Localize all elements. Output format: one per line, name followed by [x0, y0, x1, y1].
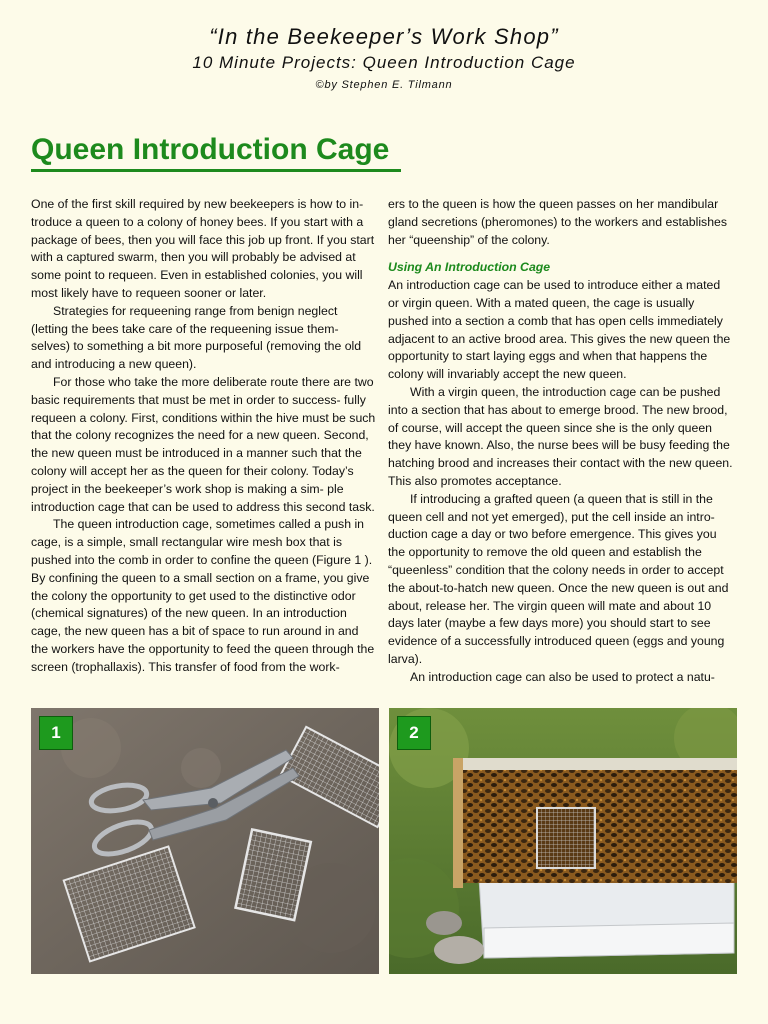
- article-title-wrap: [31, 131, 401, 172]
- left-column: [31, 196, 377, 677]
- paragraph: If introducing a grafted queen (a queen that is still in the queen cell and not yet emerged), put the cell inside an intro- duction cage a day or two before emergence. This gives you the opportunity to remove the old queen and establish the “queenless” condition that the colony needs in order to accept the about-to-hatch new queen. Once the new queen is out and about, release her. The virgin queen will mate and about 10 days later (maybe a few days more) you should start to see evidence of a successfully introduced queen (eggs and young larva).: [388, 491, 729, 666]
- project-subtitle: 10 Minute Projects: Queen Introduction Cage: [192, 53, 576, 72]
- paragraph: The queen introduction cage, sometimes called a push in cage, is a simple, small rectangular wire mesh box that is pushed into the comb in order to confine the queen (Figure 1 ). By confining the queen to a small section on a frame, you give the colony the opportunity to get used to the distinctive odor (chemical signatures) of the new queen. In an introduction cage, the new queen has a bit of space to run around in and the workers have the opportunity to feed the queen through the screen (trophallaxis). This transfer of food from the work-: [31, 517, 375, 674]
- figure-2-photo: [389, 708, 737, 974]
- paragraph: An introduction cage can also be used to protect a natu-: [410, 669, 715, 684]
- paragraph: With a virgin queen, the introduction cage can be pushed into a section that has about to emerge brood. The new brood, of course, will accept the queen since she is the only queen they have known. Also, the nurse bees will be busy feeding the hatching brood and increases their contact with the new queen. This also promotes acceptance.: [388, 384, 733, 488]
- beehive-frame-with-cage-icon: [389, 708, 737, 974]
- figure-1-photo: [31, 708, 379, 974]
- paragraph: Strategies for requeening range from benign neglect (letting the bees take care of the requeening issue them- selves) to something a bit more purposeful (removing the old and introducing a new queen).: [31, 303, 362, 372]
- section-subheading: Using An Introduction Cage: [388, 260, 551, 275]
- series-title: “In the Beekeeper’s Work Shop”: [209, 24, 559, 49]
- paragraph: One of the first skill required by new beekeepers is how to in- troduce a queen to a colony of honey bees. If you start with a package of bees, then you will face this job up front. If you start with a captured swarm, then you will probably be advised at some point to requeen. Even in established colonies, you will most likely have to requeen sooner or later.: [31, 197, 375, 300]
- figure-number-badge: 1: [39, 716, 73, 750]
- article-title: Queen Introduction Cage: [31, 131, 401, 172]
- paragraph: ers to the queen is how the queen passes on her mandibular gland secretions (pheromones) to the workers and establishes her “queenship” of the colony.: [388, 197, 728, 247]
- paragraph: An introduction cage can be used to introduce either a mated or virgin queen. With a mated queen, the cage is usually pushed into a section a comb that has open cells immediately adjacent to an active brood area. This gives the new queen the opportunity to start laying eggs and when that happens the colony will invariably accept the new queen.: [388, 278, 731, 382]
- figure-number-badge: 2: [397, 716, 431, 750]
- byline: ©by Stephen E. Tilmann: [315, 79, 453, 91]
- paragraph: For those who take the more deliberate route there are two basic requirements that must be met in order to success- fully requeen a colony. First, conditions within the hive must be such that the colony recognizes the need for a new queen. Second, the new queen must be introduced in a manner such that the colony will accept her as the queen for their colony. Today’s project in the beekeeper’s work shop is making a sim- ple introduction cage that can be used to address this second task.: [31, 374, 376, 514]
- page-header: [0, 22, 768, 94]
- right-column: [388, 196, 734, 687]
- scissors-and-wire-mesh-icon: [31, 708, 379, 974]
